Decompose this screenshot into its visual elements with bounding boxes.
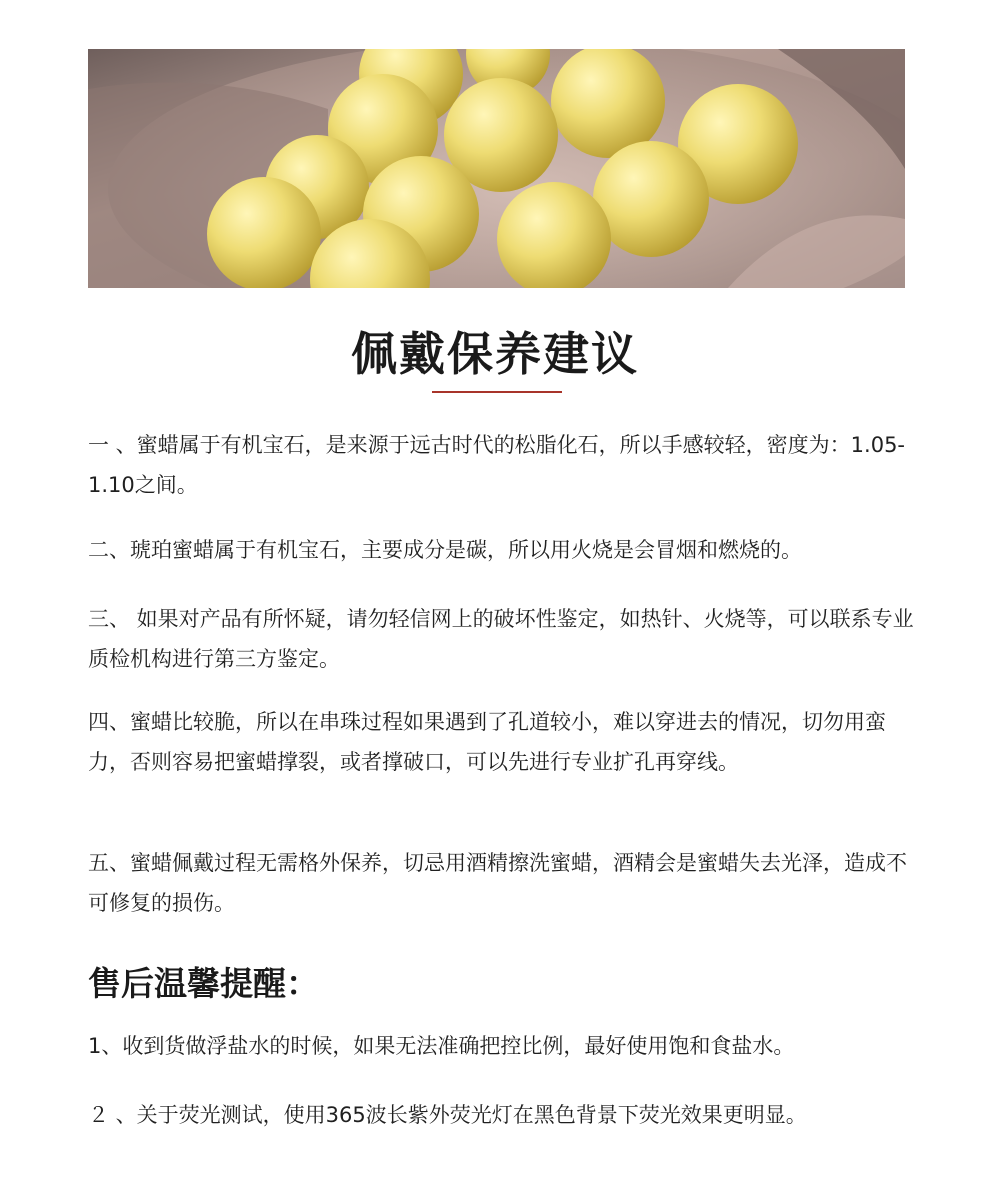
page-title: 佩戴保养建议 bbox=[351, 327, 639, 381]
care-tip-5: 五、蜜蜡佩戴过程无需格外保养，切忌用酒精擦洗蜜蜡，酒精会是蜜蜡失去光泽，造成不可修复的损伤。 bbox=[88, 851, 907, 915]
care-tip-3: 三、 如果对产品有所怀疑，请勿轻信网上的破坏性鉴定，如热针、火烧等，可以联系专业质检机构进行第三方鉴定。 bbox=[88, 607, 914, 671]
after-sales-heading: 售后温馨提醒： bbox=[88, 964, 319, 1003]
care-tip-1: 一 、蜜蜡属于有机宝石，是来源于远古时代的松脂化石，所以手感较轻，密度为：1.05-1.10之间。 bbox=[88, 433, 906, 497]
care-tip-2: 二、琥珀蜜蜡属于有机宝石，主要成分是碳，所以用火烧是会冒烟和燃烧的。 bbox=[88, 538, 802, 562]
after-sales-item-2: ２ 、关于荧光测试，使用365波长紫外荧光灯在黑色背景下荧光效果更明显。 bbox=[88, 1103, 807, 1127]
care-tip-4: 四、蜜蜡比较脆，所以在串珠过程如果遇到了孔道较小，难以穿进去的情况，切勿用蛮力，否则容易把蜜蜡撑裂，或者撑破口，可以先进行专业扩孔再穿线。 bbox=[88, 710, 886, 774]
title-underline bbox=[432, 391, 562, 393]
amber-beads-in-hand-image bbox=[88, 49, 905, 288]
after-sales-item-1: 1、收到货做浮盐水的时候，如果无法准确把控比例，最好使用饱和食盐水。 bbox=[88, 1034, 795, 1058]
hero-image bbox=[88, 49, 905, 288]
